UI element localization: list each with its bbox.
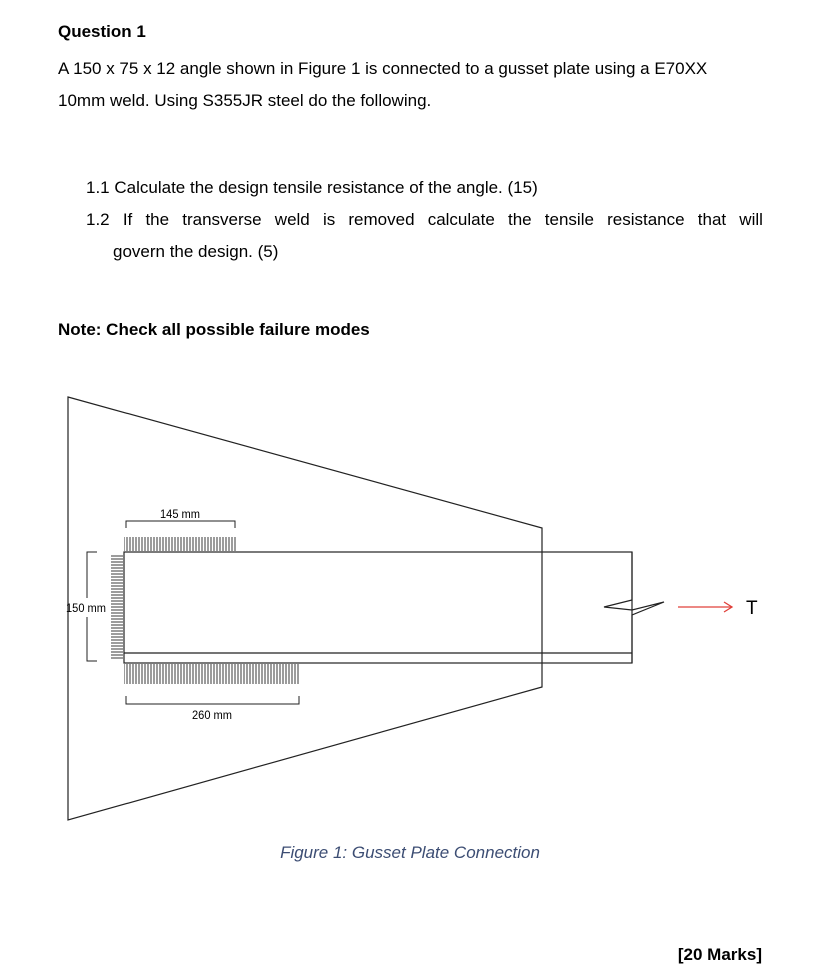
figure-caption: Figure 1: Gusset Plate Connection <box>280 843 540 862</box>
task-word: resistance <box>607 210 685 229</box>
question-line-1: A 150 x 75 x 12 angle shown in Figure 1 is connected to a gusset plate using a E70XX <box>58 59 708 78</box>
dimension-label-bottom: 260 mm <box>192 708 232 722</box>
question-title: Question 1 <box>58 22 146 41</box>
angle-member <box>124 552 632 663</box>
weld-bottom <box>124 664 300 684</box>
dimension-line-left <box>87 552 97 598</box>
total-marks: [20 Marks] <box>677 945 762 964</box>
task-text: Calculate the design tensile resistance of the angle. (15) <box>114 178 538 197</box>
dimension-label-top: 145 mm <box>160 507 200 521</box>
task-word: tensile <box>544 210 594 229</box>
task-1-2-line-1 <box>86 204 763 236</box>
load-label: T <box>746 598 758 619</box>
task-number: 1.2 <box>86 210 110 229</box>
task-1-2-line-2: govern the design. (5) <box>113 242 279 261</box>
tension-arrow-icon <box>678 602 732 612</box>
dimension-line-top <box>126 521 235 528</box>
gusset-plate <box>68 397 542 820</box>
note: Note: Check all possible failure modes <box>58 320 370 339</box>
task-word: is <box>322 210 336 229</box>
task-word: calculate <box>427 210 495 229</box>
task-word: If <box>122 210 133 229</box>
task-word: the <box>507 210 532 229</box>
gusset-plate-figure <box>0 380 820 830</box>
task-1-2 <box>86 204 763 268</box>
dimension-label-left: 150 mm <box>66 601 106 615</box>
task-word: will <box>739 210 763 229</box>
break-line <box>604 552 664 663</box>
dimension-line-left-lower <box>87 617 97 661</box>
task-word: transverse <box>182 210 262 229</box>
task-number: 1.1 <box>86 178 110 197</box>
task-1-1 <box>86 172 538 204</box>
dimension-line-bottom <box>126 696 299 704</box>
task-word: weld <box>274 210 310 229</box>
weld-top <box>124 537 236 551</box>
weld-transverse <box>111 555 123 659</box>
question-line-2: 10mm weld. Using S355JR steel do the following. <box>58 91 432 110</box>
task-word: that <box>697 210 727 229</box>
task-word: the <box>145 210 170 229</box>
question-statement <box>58 53 763 117</box>
task-word: removed <box>348 210 415 229</box>
